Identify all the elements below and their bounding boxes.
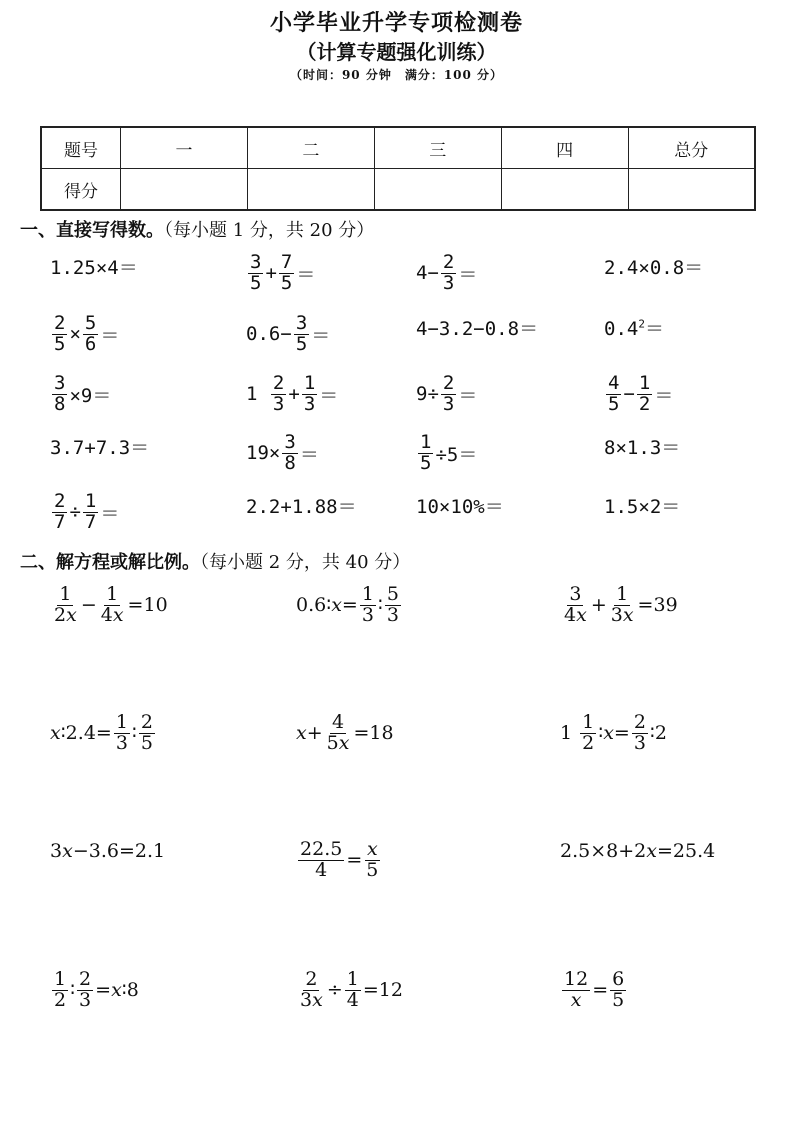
score-header-2: 二	[247, 127, 374, 169]
equation-problem-10: $\frac{1}{2}$ ∶ $\frac{2}{3}$ =x∶8	[54, 968, 139, 1011]
section-2-note: （每小题 2 分，共 40 分）	[200, 552, 411, 573]
section-1-heading	[20, 216, 374, 242]
equation-problem-3: $\frac{3}{4x}$ + $\frac{1}{3x}$ =39	[564, 583, 678, 626]
section-1-title: 一、直接写得数。	[20, 220, 164, 241]
score-table-header-row	[41, 127, 755, 169]
oral-problem-3: 4− $\frac{2}{3}$ ＝	[416, 251, 478, 294]
equation-problem-7: 3x−3.6=2.1	[50, 840, 166, 862]
oral-problem-18: 2.2+1.88＝	[246, 496, 357, 518]
page-title: 小学毕业升学专项检测卷	[269, 10, 523, 36]
equation-problem-11: $\frac{2}{3x}$ ÷ $\frac{1}{4}$ =12	[300, 968, 403, 1011]
score-table-score-row	[41, 169, 755, 211]
equation-problem-6: 1 $\frac{1}{2}$ ∶x= $\frac{2}{3}$ ∶2	[560, 711, 667, 754]
score-header-label: 题号	[41, 127, 121, 169]
score-cell-2[interactable]	[247, 169, 374, 211]
exam-meta: （时间：90 分钟 满分：100 分）	[289, 68, 504, 82]
oral-problem-9: $\frac{3}{8}$ ×9＝	[54, 372, 112, 415]
oral-problem-11: 9÷ $\frac{2}{3}$ ＝	[416, 372, 478, 415]
oral-problem-15: $\frac{1}{5}$ ÷5＝	[420, 431, 478, 474]
equation-problem-9: 2.5×8+2x=25.4	[560, 840, 716, 862]
score-header-total: 总分	[628, 127, 755, 169]
equation-problem-5: x+ $\frac{4}{5x}$ =18	[296, 711, 394, 754]
oral-problem-16: 8×1.3＝	[604, 437, 681, 459]
oral-problem-10: 1 $\frac{2}{3}$ + $\frac{1}{3}$ ＝	[246, 372, 339, 415]
oral-problem-7: 4−3.2−0.8＝	[416, 318, 539, 340]
score-cell-total[interactable]	[628, 169, 755, 211]
score-header-3: 三	[374, 127, 501, 169]
section-2-heading	[20, 548, 410, 574]
score-row-label: 得分	[41, 169, 121, 211]
oral-problem-2: $\frac{3}{5}$ + $\frac{7}{5}$ ＝	[250, 251, 316, 294]
score-cell-4[interactable]	[501, 169, 628, 211]
oral-problem-5: $\frac{2}{5}$ × $\frac{5}{6}$ ＝	[54, 312, 120, 355]
score-table	[40, 126, 756, 211]
score-header-1: 一	[121, 127, 248, 169]
equation-problem-12: $\frac{12}{x}$ = $\frac{6}{5}$	[564, 968, 625, 1011]
oral-problem-8: $0.4^2=$	[604, 317, 664, 340]
page-subtitle: （计算专题强化训练）	[296, 40, 497, 64]
score-cell-3[interactable]	[374, 169, 501, 211]
score-cell-1[interactable]	[121, 169, 248, 211]
oral-problem-13: 3.7+7.3＝	[50, 437, 150, 459]
oral-problem-6: 0.6− $\frac{3}{5}$ ＝	[246, 312, 331, 355]
section-2-title: 二、解方程或解比例。	[20, 552, 200, 573]
equation-problem-2: 0.6∶x= $\frac{1}{3}$ ∶ $\frac{5}{3}$	[296, 583, 399, 626]
oral-problem-19: 10×10%＝	[416, 496, 504, 518]
oral-problem-17: $\frac{2}{7}$ ÷ $\frac{1}{7}$ ＝	[54, 490, 120, 533]
equation-problem-1: $\frac{1}{2x}$ − $\frac{1}{4x}$ =10	[54, 583, 168, 626]
equation-problem-4: x∶2.4= $\frac{1}{3}$ ∶ $\frac{2}{5}$	[50, 711, 153, 754]
oral-problem-12: $\frac{4}{5}$ − $\frac{1}{2}$ ＝	[608, 372, 674, 415]
equation-problem-8: $\frac{22.5}{4}$ = $\frac{x}{5}$	[300, 838, 379, 881]
score-header-4: 四	[501, 127, 628, 169]
section-1-note: （每小题 1 分，共 20 分）	[164, 220, 375, 241]
oral-problem-14: 19× $\frac{3}{8}$ ＝	[246, 431, 319, 474]
oral-problem-20: 1.5×2＝	[604, 496, 681, 518]
oral-problem-4: 2.4×0.8＝	[604, 257, 704, 279]
oral-problem-1: 1.25×4＝	[50, 257, 138, 279]
